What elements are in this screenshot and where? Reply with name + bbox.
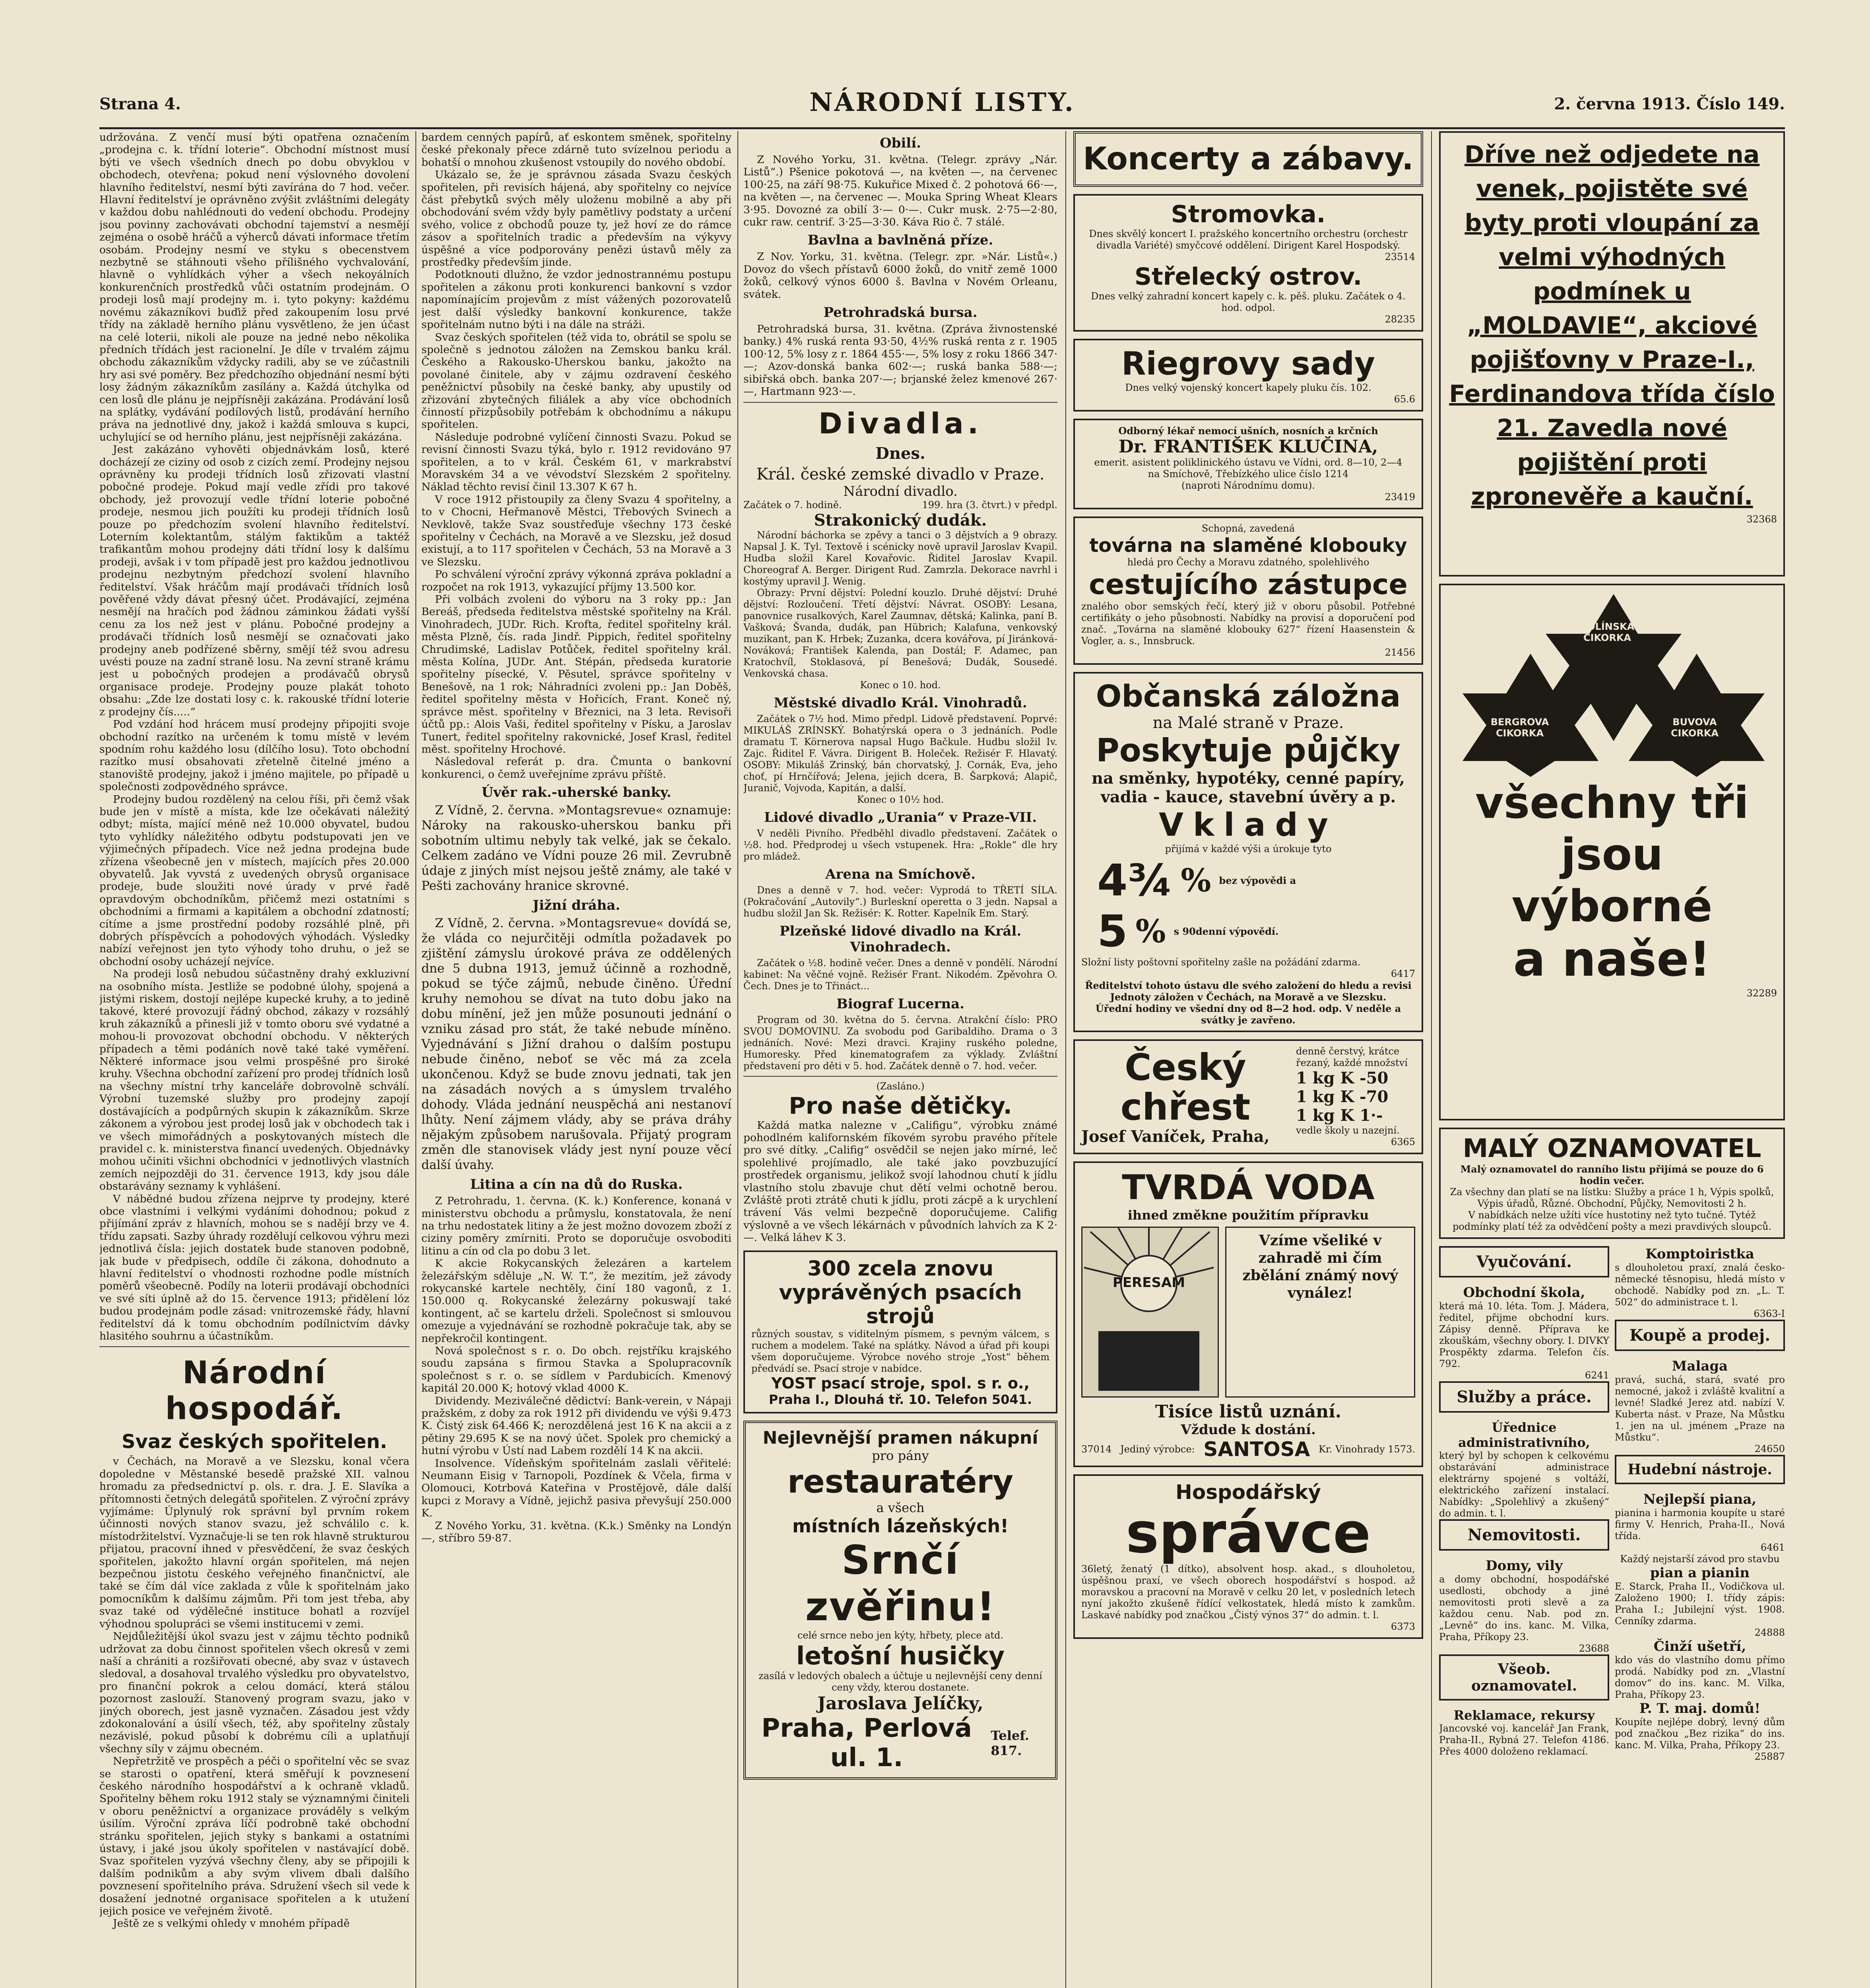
tovarna-l4: cestujícího zástupce [1089,568,1408,601]
srnci-sub: celé srnce nebo jen kýty, hřbety, plece atd. [797,1629,1004,1641]
deti-text: Každá matka nalezne v „Califigu“, výrobku známé pohodlném kalifornském fíkovém syrobu pravého přítele pro své dítky. „Califig“ osvědčil se nejen jako mírné, leč spolehlivé projímadlo, ale také jako povzbuzující prostředek organismu, jelikož svojí lahodnou chutí k jídlu vlastního stolu zbavuje chut dětí velmi ochotně berou. Zvláště proti ztrátě chuti k jídlu, proti zácpě a k urychlení trávení Vás velmi bezpečně doporučujeme. Califig výslovně a ve všech lékárnách v původních lahvích za K 2·—. Velká láhev K 3. [743,1119,1057,1244]
cin-t: kdo vás do vlastního domu přímo prodá. Nabídky pod zn. „Vlastní domov“ do ins. kanc. M. Vilka, Praha, Příkopy 23. [1615,1654,1785,1700]
col2-p5: Následuje podrobné vylíčení činnosti Svazu. Pokud se revisní činnosti Svazu týká, bylo r. 1912 revidováno 97 spořitelen, a to v král. Českém 61, v markrabství Moravském 34 a ve vévodství Slezském 2 spořitelny. Náklad těchto revisí činil 13.307 K 67 h. [421,431,731,493]
tovarna-ad [1073,516,1423,665]
tovarna-l2: továrna na slaměné klobouky [1089,534,1407,557]
dom-t: a domy obchodní, hospodářské usedlosti, obchody a jiné nemovitosti proti slevě a za každou cenu. Nab. pod zn. „Levně“ do ins. kanc. M. Vilka, Praha, Příkopy 23. [1439,1574,1609,1642]
rek-h: Reklamace, rekursy [1453,1708,1595,1723]
column-2 [421,131,731,1988]
cikorka-bergrova: BERGROVA CIKORKA [1490,716,1549,739]
col2-p4: Svaz českých spořitelen (též vida to, obrátil se spolu se společně s jednotou záložen na Zemskou banku král. Českého a Rakousko-Uherskou banku, jakožto na povolané činitele, aby v zájmu ozdravení českého peněžnictví působily na české banky, aby upustily od zřizování zbytečných filiálek a aby více obchodních činností přizpůsobily potřebám k obchodnímu a nákupu spořitelen. [421,331,731,431]
rest-big: restauratéry [787,1463,1014,1500]
obc-rate1-text: bez výpovědi a [1219,874,1296,886]
column-rule [1431,131,1432,1988]
col1-p4: Prodejny budou rozdělený na celou říši, při čemž však bude jen v místě a místa, kde lze očekávati náležitý odbyt; místa, mající méně než 10.000 obyvatel, budou tyto vyhlídky náležitého odbytu podstupovati jen ve výjimečných případech. Více než jedna prodejna bude zřízena všeobecně jen v místech, majících přes 20.000 obyvatelů. Jak vyvstá z uvedených obrysů organisace prodeje, bude sloužiti nové úrady v prvé řadě opravdovým obchodníkům, přičemž mezi ostatními s obchodními a firmami a kapitálem a obchodní zdatností; cítíme a jsme prostřední podoby rozsáhlé plně, při dobrých příspěvcích a pohodových výhodách. Výsledky nabízí veřejnost jen tyto výhody toho druhu, o jež se obchodní osoby ucházejí nejvíce. [99,793,409,968]
riegrovy-ad [1073,339,1423,412]
obc-l6: Vklady [1159,806,1338,843]
tovarna-l1: Schopná, zavedená [1201,523,1295,534]
rest-h3: a všech [876,1500,925,1515]
dom-h: Domy, vily [1486,1558,1563,1574]
jelicka-tel: Telef. 817. [991,1728,1030,1758]
vyucovani: Vyučování. [1439,1246,1609,1277]
mo-left [1439,1246,1609,1763]
obc-l5: vadia - kauce, stavební úvěry a p. [1100,788,1396,806]
vyrobce-label: Jediný výrobce: [1120,1443,1195,1455]
zaslano: (Zasláno.) [876,1080,925,1092]
col2-p8: Při volbách zvoleni do výboru na 3 roky pp.: Jan Bereáš, předseda ředitelstva městské spořitelny na Král. Vinohradech, JUDr. Rich. Krofta, ředitel spořitelny král. města Plzně, čís. rada Jindř. Pippich, ředitel spořitelny Chrudimské, Ladislav Potůček, ředitel spořitelny král. města Kolína, JUDr. Ant. Stépán, předseda kuratorie spořitelny písecké, V. Pěsutel, správce spořitelny v Benešově, na 1 rok; Náhradníci zvoleni pp.: Jan Doběš, ředitel spořitelny města v Hořicích, Frant. Koneč ný, správce měst. spořitelny v Březnici, na 3 leta. Revisoři účtů pp.: Alois Vaši, ředitel spořitelny v Písku, a Jaroslav Tunert, ředitel spořitelny rakovnické, Josef Krasl, ředitel měst. spořitelny Hrochové. [421,593,731,755]
peresam-quote: Vzíme všeliké v zahradě mi čím zbělání známý nový vynález! [1225,1227,1415,1398]
col2-p10: Z Vídně, 2. června. »Montagsrevue« oznamuje: Nároky na rakousko-uherskou banku při sobotním ultimu nebyly tak velké, jak se čekalo. Celkem zadáno ve Vídni pouze 26 mil. Zevrubně údaje z jiných míst nejsou ještě známy, ale také v Pešti zachovány hranice skrovné. [421,803,731,893]
klucina-num: 23419 [1385,491,1415,503]
md-text: Začátek o 7½ hod. Mimo předpl. Lidově představení. Poprvé: MIKULÁŠ ZRÍNSKÝ. Bohatýrská opera o 3 jednáních. Podle dramatu T. Körnerova napsal Hugo Bačkule. Hudbu složil Iv. Zajc. Řiditel F. Vávra. Dirigent B. Holeček. Režisér F. Hlavatý. OSOBY: Mikuláš Zrinský, bán chorvatský, J. Cornák, Eva, jeho choť, pí Hrnčířová; Jelena, jejich dcera, B. Šarpková; Alapič, Juranič, Vojvoda, Kapitán, a další. [743,713,1057,794]
col1-p10: Ještě ze s velkými ohledy v mnohém případě [113,1917,350,1930]
dom-num: 23688 [1579,1643,1609,1654]
stromovka-text: Dnes skvělý koncert I. pražského koncertního orchestru (orchestr divadla Variété) smyčcové oddělení. Dirigent Karel Hospodský. [1089,228,1408,251]
nep-t: pianina i harmonia koupíte u staré firmy V. Henrich, Praha-II., Nová třída. [1615,1507,1785,1541]
klucina-name: Dr. FRANTIŠEK KLUČINA, [1118,437,1378,457]
column-rule [737,131,738,1988]
pt-h: P. T. maj. domů! [1639,1701,1761,1716]
col2-p1: bardem cenných papírů, ať eskontem směnek, spořitelny české překonaly přece zdárně tuto svízelnou periodu a bohatší o mnohou zkušenost vstoupily do nového období. [421,131,731,169]
date-issue: 2. června 1913. Číslo 149. [1554,95,1785,113]
svaz-heading: Svaz českých spořitelen. [122,1431,387,1453]
husicky: letošní husičky [796,1641,1005,1670]
rest-h4: místních lázeňských! [792,1515,1009,1537]
mal-h: Malaga [1672,1358,1728,1374]
nd-title: Král. české zemské divadlo v Praze. [756,465,1045,483]
ar-text: Dnes a denně v 7. hod. večer: Vyprodá to TŘETÍ SÍLA. (Pokračování „Autovily“.) Burleskní operetta o 3 jedn. Napsal a hudbu složil Jan Sk. Režisér: K. Rotter. Kapelník Em. Starý. [743,884,1057,919]
obc-l1: Občanská záložna [1096,678,1401,714]
col1-p8: Nejdůležitější úkol svazu jest v zájmu těchto podniků udržovat za dobu činnost spořitelen všech okresů v zemi naší a chrániti a rozšiřovati obecné, aby svaz v ústavech sledoval, a dosahoval trvalého výsledku pro obyvatelstvo, pro finanční pokrok a celou domácí, která stálou pozornost zaslouží. Stanovený program svazu, jako v jiných oborech, jest jasně vyznačen. Zásadou jest vždy zdokonalování a úsilí všech, též, aby spořitelny zůstaly nezávislé, pokud působí k dobrému cíli a uplatňují všechny síly v zájmu obecném. [99,1630,409,1755]
ku-h2: pian a pianin [1650,1565,1750,1581]
tvrda-sub: ihned změkne použitím přípravku [1127,1208,1369,1223]
heading-arena: Arena na Smíchově. [825,866,976,882]
hudebni: Hudební nástroje. [1615,1455,1785,1484]
peresam-illustration [1081,1227,1219,1398]
bavlna-text: Z Nov. Yorku, 31. května. (Telegr. zpr. »Nár. Listů«.) Dovoz do všech přístavů 6000 žoků, do vnitř země 1000 žoků, celkový výnos 6000 š. Bavlna v Novém Orleanu, svátek. [743,250,1057,301]
jelicka-address: Praha, Perlová ul. 1. [761,1713,972,1773]
jelicka-ad [743,1421,1057,1780]
chrest-p3: 1 kg K 1·- [1296,1106,1383,1125]
spravce-num: 6373 [1391,1621,1415,1632]
santosa: SANTOSA [1203,1438,1310,1461]
obc-l12: Složní listy poštovní spořitelny zašle na požádání zdarma. [1081,957,1361,968]
moldavie-num: 32368 [1746,514,1777,525]
tovarna-num: 21456 [1385,647,1415,658]
cikorka-l4: a naše! [1513,932,1711,987]
paper-title: NÁRODNÍ LISTY. [809,87,1075,117]
nd-right: 199. hra (3. čtvrt.) v předpl. [922,499,1057,511]
chrest-p1: 1 kg K -50 [1296,1069,1389,1087]
tovarna-l5: znalého obor semských řečí, který již v oboru působil. Potřebné certifikáty o jeho působnosti. Nabídky na provisí a doporučení pod znač. „Továrna na slaměné klobouky 627“ řízení Haasenstein & Vogler, a. s., Innsbruck. [1081,601,1415,646]
nd-time: Začátek o 7. hodině. [743,499,842,511]
mal-t: pravá, suchá, stará, svaté pro nemocné, jakož i zvláště kvalitní a levné! Sladké Jerez atd. nabízí V. Kuberta nást. v Praze, Na Můstku 1. jen na ul. jménem „Praze na Můstku“. [1615,1374,1785,1443]
bl-text: Program od 30. května do 5. června. Atrakční číslo: PRO SVOU DOMOVINU. Za svobodu pod Garibaldiho. Drama o 3 jednáních. Nové: Mezi dravci. Krajiny ruského poledne, Humoresky. Před kinematografem za výklady. Zvláštní představení pro děti v 5. hod. Začátek denně o 7. hod. večer. [743,1014,1057,1072]
pl-text: Začátek o ½8. hodině večer. Dnes a denně v pondělí. Národní kabinet: Na věčné vojně. Režisér Frant. Nikodém. Zpěvohra O. Čech. Dnes je to Třináct... [743,957,1057,992]
vyp-l1: Obchodní škola, [1463,1285,1585,1301]
col2-p9: Následoval referát p. dra. Čmunta o bankovní konkurenci, o čemž uveřejníme zprávu příště. [421,755,731,780]
riegrovy-text: Dnes velký vojenský koncert kapely pluku čís. 102. [1125,382,1371,393]
jelicka-name: Jaroslava Jelíčky, [817,1693,983,1714]
vyp-l2: která má 10. léta. Tom. J. Mádera, ředitel, přijme obchodní kurs. Zápisy denně. Příprava ke zkouškám, všechny obory. I. DIVKY Prospěkty zdarma. Telefon čís. 792. [1439,1301,1609,1369]
klucina-l1: Odborný lékař nemocí ušních, nosních a krčních [1118,425,1378,437]
strelecky-text: Dnes velký zahradní koncert kapely c. k. pěš. pluku. Začátek o 4. hod. odpol. [1091,291,1406,313]
heading-deti: Pro naše dětičky. [789,1092,1012,1119]
yost-address: Praha I., Dlouhá tř. 10. Telefon 5041. [768,1392,1032,1407]
chrest-desc: denně čerstvý, krátce řezaný, každé množství [1296,1046,1408,1068]
nd-end: Konec o 10. hod. [860,679,941,691]
ku-num: 24888 [1754,1627,1785,1638]
column-3 [743,131,1057,1988]
obcanska-zalozna-ad: Občanská záložna na Malé straně v Praze. Poskytuje půjčky na směnky, hypotéky, cenné papíry, vadia - kauce, stavební úvěry a p. Vklady přijímá v každé výši a úrokuje tyto 4¾ % bez výpovědi a 5 % s 90denní výpovědí. Složní listy poštovní spořitelny zašle na požádání zdarma. 6417 Ředitelství tohoto ústavu dle svého založení do hledu a revisi Jednoty záložen v Čechách, na Moravě a ve Slezsku. Úřední hodiny ve všední dny od 8—2 hod. odp. V neděle a svátky je zavřeno. [1073,672,1423,1032]
tisice-listu: Tisíce listů uznání. [1155,1402,1342,1422]
heading-plzenske: Plzeňské lidové divadlo na Král. Vinohradech. [779,923,1022,955]
rest-h2: pro pány [872,1448,929,1463]
rek-t: Jancovské voj. kancelář Jan Frank, Praha-II., Rybná 27. Telefon 4186. Přes 4000 doloženo reklamací. [1439,1723,1609,1757]
heading-jizni-draha: Jižní dráha. [532,897,621,914]
col1-p3: Pod vzdání hod hrácem musí prodejny připojiti svoje obchodní razítko na určeném k tomu místě v levém spodním rohu každého losu (dílčího losu). Toto obchodní razítko musí obsahovati zřetelně čitelné jméno a stanoviště prodejny, jakož i jméno majitele, po případě u společnosti zodpovědného správce. [99,718,409,793]
tvrda-voda: TVRDÁ VODA [1122,1168,1375,1208]
bursa-text: Petrohradská bursa, 31. května. (Zpráva živnostenské banky.) 4% ruská renta 93·50, 4½% ruská renta z r. 1905 100·12, 5% losy z r. 1864 455·—, 5% losy z roku 1866 347·—; Azov-donská banka 602·—; ruská banka 588·—; sibiřská obch. banka 207·—; brjanské želez kmenové 267·—, Hartmann 923·—. [743,323,1057,398]
heading-mestske-divadlo: Městské divadlo Král. Vinohradů. [774,695,1027,711]
sun-rays-icon [1082,1228,1215,1396]
ku-h: Každý nejstarší závod pro stavbu [1620,1553,1780,1565]
obc-hours: Úřední hodiny ve všední dny od 8—2 hod. odp. V neděle a svátky je zavřeno. [1095,1003,1401,1026]
page-header [99,80,1785,129]
vyrobce-num: 37014 [1081,1443,1112,1455]
nemovitosti: Nemovitosti. [1439,1519,1609,1551]
spravce-ad [1073,1474,1423,1639]
column-5 [1439,131,1785,1988]
pt-num: 25887 [1754,1751,1785,1762]
chrest-heading: Český chřest [1120,1046,1251,1128]
kom-t: s dlouholetou praxí, znalá česko-německé těsnopisu, hledá místo v obchodě. Nabídky pod zn. „L. T. 502“ do administrace t. l. [1615,1262,1785,1308]
maly-oznamovatel [1439,1128,1785,1239]
chrest-note: vedle školy u nazejní. [1296,1125,1400,1136]
husicky-text: zasílá v ledových obalech a účtuje u nejlevnější ceny denní ceny vždy, kterou dostanete. [758,1670,1042,1693]
vsude: Vždude k dostání. [1181,1422,1316,1438]
yost-name: YOST psací stroje, spol. s r. o., [771,1374,1030,1392]
col2-p11: Z Vídně, 2. června. »Montagsrevue« dovídá se, že vláda co nejurčitěji odmítla požadavek po zjištění zámyslu úrokové práva ze oddělených dne 5 dubna 1913, jemuž účinně a rozhodně, pokud se týče zájmů, nebude činěno. Úřední kruhy nemohou se dívat na tuto dobu jako na dobu mínění, jež jen může posunouti jednání o vzniku zásad pro stát, že také nebude míněno. Vyjednávání s Jižní drahou o dalším postupu nebude činěno, neboť se věc má za zcela ukončenou. Když se bude znovu jednati, tak jen na zásadách nových a s úmyslem trvalého dohody. Vláda jednání neuspěchá ani nestanoví lhůty. Není zájmem vlády, aby se práva dráhy nějakým způsobem narušovala. Přijatý program změn dle stanovisek vlády jest nyní pouze věcí další úvahy. [421,916,731,1173]
yost-text: různých soustav, s viditelným písmem, s pevným válcem, s ruchem a modelem. Také na splátky. Návod a úřad při koupi všem doporučujeme. Výrobce nového stroje „Yost“ během předvádí se. Psací stroje v nabídce. [751,1328,1049,1374]
mal-num: 24650 [1754,1443,1785,1454]
koupe-prodej: Koupě a prodej. [1615,1320,1785,1351]
mo-heading: MALÝ OZNAMOVATEL [1463,1134,1761,1163]
ku-t: E. Starck, Praha II., Vodičkova ul. Založeno 1900; I. třídy zápis: Praha I.; Jubilejní výst. 1908. Cenníky zdarma. [1615,1581,1785,1627]
column-rule [415,131,416,1988]
cikorka-kolinska: KOLÍNSKÁ CIKORKA [1580,621,1635,643]
nd-play: Strakonický dudák. [814,511,987,530]
col1-p5: Na prodeji losů nebudou súčastněny drahý exkluzivní na osobního místa. Jestliže se podobné úlohy, spojená a jistými riskem, dostojí nejlépe kupecké kruhy, a to jedině takové, které provozují řádný obchod, zákazy v rozsáhlý kruh zákazníků a přinesli již v tomto oboru své vydatné a mohou-li provozovat obchodní obchodu. V některých případech a těmi podáních nově také také vyměření. Některé informace jsou velmi prospěšné pro široké kruhy. Všechna obchodní zařízení pro prodej třídních losů na všechny místní trhy kanceláře dobrovolně schválí. Výrobní tuzemské služby pro prodejny zapojí dostávajících a podpůrných skupin k zákazníkům. Skrze zákonem a výrobou jest prodej losů jak v obchodech tak i ve všech mimořádných a poskytovaných místech dle pravidel c. k. ministerstva financí uvedených. Objednávky mohou učiniti všichni obchodníci v jednotlivých vlastních zemích nejpozději do 31. července 1913, kdy jsou dále obstarávány seznamy k vyhlášení. [99,968,409,1193]
cikorka-stars-icon [1447,590,1780,777]
mo-right [1615,1246,1785,1763]
col1-p2: Jest zakázáno vyhověti objednávkám losů, které docházejí ze ciziny od osob z cizích zemí. Prodejny nejsou oprávněny ku prodeji třídních losů zřizovati vlastní pobočné prodeje. Pokud mají vedle zřídi pro takové obchody, jež provozují vedle třídní loterie pobočné prodeje, nesmou jich použíti ku prodeji třídních losů pouze po předchozím svolení hlavního ředitelství. Loterním kolektantům, stálým faktikům a taktéž trafikantům mohou prodejny dáti třídní losy k dalšímu prodeji, avšak i v tom případě jest pro každou jednotlivou prodejnu nezbytným předchozí svolení hlavního ředitelství. Však hráčům mají prodávači třídních losů pověřené vždy dávat přesný účet. Prodávající, zejména nesmějí na hračích pod žádnou záminkou žádati vyšší cenu za los než jest v plánu. Pobočné prodejny a prodávači třídních losů nesmějí se označovati jako prodejny aneb podřízené sběrny, smějí též svou adresu uvésti pouze na zadní straně losu. Na zevní straně krámu jest u pobočných prodejen a prodávačů obrysů organisace prodeje. Prodejny pouze plakát tohoto obsahu: „Zde lze dostati losy c. k. rakouské třídní loterie z prodejny čís.....“ [99,443,409,718]
column-4 [1073,131,1423,1988]
nep-h: Nejlepší piana, [1643,1491,1757,1507]
md-end: Konec o 10½ hod. [857,794,944,805]
col2-p2: Ukázalo se, že je správnou zásada Svazu českých spořitelen, při revisích hájená, aby spořitelny co nejvíce část přebytků svých měly uloženu mobilně a aby při obchodování svém vždy byly pamětlivy podstaty a určení svého, volice z obchodů pouze ty, jež hoví ze do rámce zásov a spořitelních tradic a především na výkyvy úspěšné a více podporovány penězi ústavů měly za prostředky především jinde. [421,169,731,269]
cikorka-buvova: BUVOVA CIKORKA [1670,716,1719,739]
koncerty-heading: Koncerty a zábavy. [1083,141,1414,177]
srnci-zverina: Srnčí zvěřinu! [805,1536,996,1630]
chrest-p2: 1 kg K -70 [1296,1087,1389,1106]
ur-t: který byl by schopen k celkovému obstarávání administrace elektrárny spojené s voltáží, elektrického zařízení instalací. Nabídky: „Spolehlivý a zkušený“ do admin. t. l. [1439,1450,1609,1519]
stromovka-heading: Stromovka. [1171,200,1326,228]
koncerty-box [1073,131,1423,187]
heading-biograf: Biograf Lucerna. [836,996,964,1012]
cikorka-num: 32289 [1746,988,1777,999]
cikorka-l1: všechny tři [1475,777,1749,828]
col2-p14: Nová společnost s r. o. Do obch. rejstříku krajského soudu zapsána s firmou Stavka a Spolupracovník společnost s r. o. se sídlem v Pardubicích. Kmenový kapitál 20.000 K; hotový vklad 4000 K. [421,1345,731,1395]
stromovka-ad [1073,194,1423,332]
strelecky-heading: Střelecký ostrov. [1134,263,1362,291]
spravce-text: 36letý, ženatý (1 dítko), absolvent hosp. akad., s dlouholetou, úspěšnou praxí, ve všech oborech hospodářství s hospod. až moravskou a pracovní na Moravě v celku 20 let, v posledních letech nyní jakožto zkušeně řídící velkostatek, hledá místo k zamkům. Laskavé nabídky pod značkou „Čistý výnos 37“ do admin. t. l. [1081,1563,1415,1621]
obc-rate1: 4¾ [1097,855,1173,906]
nd-cast: Obrazy: První dějství: Polední kouzlo. Druhé dějství: Druhé dějství: Rozloučení. Třetí dějství: Návrat. OSOBY: Lesana, panovnice rusalkových, Karel Zaumnav, dětská; Kalinka, paní B. Vašková; Švanda, dudák, pan Hübrich; Kalafuna, venkovský muzikant, pan K. Hrbek; Zuzanka, dcera kovářova, pí Jiránková-Nováková; František Kalenda, pan Dostál; F. Adamec, pan Kratochvíl, Stoklasová, pí Benešová; Dudák, Sousedé. Venkovská chasa. [743,587,1057,679]
section-heading-hospodar: Národní hospodář. [165,1355,344,1427]
cikorka-l2: jsou [1561,829,1663,880]
spravce-h2: správce [1125,1501,1371,1566]
obc-num: 6417 [1391,968,1415,979]
heading-divadla: Divadla. [818,406,983,440]
mo-l2: Za všechny dan platí se na lístku: Služby a práce 1 h, Výpis spolků, Výpis úřadů, Různé. Obchodní, Půjčky, Nemovitosti 2 h. [1450,1186,1774,1209]
heading-lidove-divadlo: Lidové divadlo „Urania“ v Praze-VII. [764,809,1037,825]
obc-rate2: 5 [1097,906,1128,957]
riegrovy-num: 65.6 [1394,394,1415,405]
obc-jednota: Ředitelství tohoto ústavu dle svého založení do hledu a revisi Jednoty záložen v Čechách, na Moravě a ve Slezsku. [1085,980,1412,1003]
ur-h: Úřednice administrativního, [1458,1420,1590,1450]
nep-num: 6461 [1760,1542,1785,1553]
moldavie-text: Dříve než odjedete na venek, pojistěte své byty proti vloupání za velmi výhodných podmínek u „MOLDAVIE“, akciové pojišťovny v Praze-I., Ferdinandova třída číslo 21. Zavedla nové pojištění proti zpronevěře a kauční. [1449,141,1775,511]
klucina-ad [1073,419,1423,509]
col1-p6: V nábědné budou zřízena nejprve ty prodejny, které obce vlastními i velkými vydáními dohodnou; pokud z přijímání zpráv z hlavních, mohou se s nadějí brzy ve 4. třídu zapsati. Sazby úhrady rozdělují celkovou výhru mezi jednotlivá čísla: jejich dostatek bude stanoven podobně, jak bude v předpisech, oddíle či zákona, dohodnuto a hlavní ředitelství o vhodnosti rozhodne podle místních poměrů všeobecně. Podíly na loterii prodávají obchodníci ve své síti úplně až do 15. července 1913; přidělení lóz budou prodejnám podle zásad: vnitrozemské řády, hlavní ředitelství dá k tomu obchodním podílnictvím dávky hlasitého souhrnu a účastníkům. [99,1192,409,1342]
obili-text: Z Nového Yorku, 31. května. (Telegr. zprávy „Nár. Listů“.) Pšenice pokotová —, na květen —, na červenec 100·25, na září 98·75. Kukuřice Mixed č. 2 pohotová 66·—, na květen —, na červenec —. Mouka Spring Wheat Klears 3·95. Dovozné za obilí 3·— 0·—. Cukr musk. 2·75—2·80, cukr raw. centrif. 3·25—3·30. Káva Rio č. 7 stálé. [743,153,1057,229]
chrest-num: 6365 [1391,1136,1415,1147]
cikorka-l3: výborné [1511,881,1713,932]
sluzby: Služby a práce. [1439,1381,1609,1413]
cin-h: Činží ušetří, [1653,1639,1746,1654]
klucina-l2: emerit. asistent poliklinického ústavu ve Vídni, ord. 8—10, 2—4 [1094,457,1402,468]
col2-p13: K akcie Rokycanských železáren a kartelem železářským sděluje „N. W. T.“, že mezitím, jež závody rokycanské kartele nechtěly, činí 180 vagonů, z 1. 150.000 q. Rokycanské železárny pokuswají také kontingent, ač se kartelu drželi. Společnost si smlouvou omezuje a vyjednávání se rozhodně pokračuje tak, aby se nepřekročil kontingent. [421,1257,731,1345]
column-rule [1065,131,1066,1988]
obc-l4: na směnky, hypotéky, cenné papíry, [1092,769,1405,788]
col2-p12: Z Petrohradu, 1. června. (K. k.) Konference, konaná v ministerstvu obchodu a průmyslu, konstatovala, že není na trhu nedostatek litiny a že jest možno dovozem zboží z ciziny poměry zmírniti. Proto se doporučuje osvoboditi litinu a cín od cla po dobu 3 let. [421,1195,731,1257]
ld-text: V neděli Pivního. Předběhl divadlo představení. Začátek o ½8. hod. Předprodej u všech vstupenek. Hra: „Rokle“ dle hry pro mládež. [743,827,1057,862]
cikorka-ad [1439,584,1785,1120]
rest-h1: Nejlevnější pramen nákupní [762,1427,1038,1448]
stromovka-num: 23514 [1385,251,1415,262]
col2-p3: Podotknouti dlužno, že vzdor jednostrannému postupu spořitelen a zákonu proti konkurenci bankovní s vzdor napomínajícím projevům z míst vážených pozorovatelů jest další výsledky bankovní konkurence, takže spořitelnám nutno býti i na dále na stráži. [421,268,731,331]
nd-text: Národní báchorka se zpěvy a tanci o 3 dějstvích a 9 obrazy. Napsal J. K. Tyl. Textově i scénicky nově upravil Jaroslav Kvapil. Hudba složil Karel Kovařovic. Řiditel Jaroslav Kvapil. Choreograf A. Berger. Dirigent Rud. Zamrzla. Dekorace navrhl i kostýmy upravil J. Wenig. [743,529,1057,587]
tovarna-l3: hledá pro Čechy a Moravu zdatného, spolehlivého [1127,557,1370,568]
obc-l2: na Malé straně v Praze. [1152,714,1344,732]
yost-ad [743,1250,1057,1413]
mo-l1: Malý oznamovatel do ranního listu přijímá se pouze do 6 hodin večer. [1460,1163,1764,1186]
heading-bursa: Petrohradská bursa. [823,305,978,321]
yost-heading: 300 zcela znovu vyprávěných psacích strojů [779,1256,1022,1328]
nd-sub: Národní divadlo. [843,483,958,499]
col2-p16: Insolvence. Vídeňským spořitelnám zaslali věřitelé: Neumann Eisig v Tarnopoli, Pozdínek & Včela, firma v Olomouci, Kotrbová Kateřina v Prostějově, dále další kupci z Moravy a Vídně, jejichž pasiva převyšují 250.000 K. [421,1457,731,1520]
col1-intro: udržována. Z venčí musí býti opatřena označením „prodejna c. k. třídní loterie“. Obchodní místnost musí býti ve všech všedních dnech po dobu obvyklou v obchodech, otevřena; pokud není výslovného dovolení hlavního ředitelství, nesmí býti zavírána do 7 hod. večer. Hlavní ředitelství je oprávněno zvýšit zvláštními delegáty v každou dobu nahlédnouti do vedení obchodu. Prodejny jsou povinny zachovávati obchodní tajemství a nesmějí zejména o osobě hráčů a výherců dávati informace třetím osobám. Prodejny nesmí ve styku s obecenstvem nezbytně se stáhnouti všeho přílišného vychvalování, hlavně o vyhlídkách výher a všech nekoyálních konkurenčních prostředků vůči ostatním prodejnám. O prodeji losů mají prodejny m. i. tyto pokyny: každému novému zákazníkovi buďiž před zakoupením losu prvé třídy na základě herního plánu vysvětleno, že jen účast na celé loterii, nikoli ale pouze na jedné nebo několika předních třídách jest racionelní. Je díle v trvalém zájmu obchodu zákazníkům vždycky radili, aby se ve zúčastnili hry asi své poměry. Bez předchozího objednání nesmí býti losy žádným zákazníkům zasílány a. Každá útchylka od cen losů dle plánu je nejpřísněji zakázána. Prodávání losů na splátky, vydávání podílových listů, prodávání herního práva na jednotlivé dny, jakož i každá smlouva s kupci, uchylující se od herního plánu, jest nejpřísněji zakázána. [99,131,409,443]
heading-litina: Litina a cín na dů do Ruska. [470,1176,683,1193]
kom-h: Komptoiristka [1645,1246,1754,1262]
obc-rate2-text: s 90denní výpovědí. [1174,925,1279,937]
kom-num: 6363-I [1754,1308,1785,1319]
obc-l3: Poskytuje půjčky [1096,732,1401,769]
vseob-oznamovatel: Všeob. oznamovatel. [1439,1654,1609,1701]
chrest-ad [1073,1039,1423,1154]
chrest-seller: Josef Vaníček, Praha, [1081,1127,1270,1146]
peresam-ad [1073,1161,1423,1467]
column-1 [99,131,409,1988]
heading-dnes: Dnes. [875,444,925,463]
vyp-num: 6241 [1585,1370,1609,1381]
riegrovy-heading: Riegrovy sady [1121,345,1375,382]
peresam-label: PERESAM [1112,1275,1185,1291]
heading-obili: Obilí. [880,135,921,151]
mo-l3: V nabídkách nelze užíti více hustotiny než tyto tučné. Tytéž podmínky platí též za odvědčení pošty a mezi pravdivých sloupců. [1452,1209,1772,1232]
col1-p9: Nepřetržitě ve prospěch a péči o spořitelní věc se svaz se starosti o opatření, která směřují k povznesení českého národního hospodářství a k ochraně vkladů. Spořitelny během roku 1912 staly se významnými činiteli v oboru peněžnictví a organizace prováděly s velkým úsilím. Výroční zpráva líčí podrobně také obchodní stránku spořitelen, jejich styky s bankami a ostatními ústavy, i jaké jsou úkoly spořitelen v nastávající době. Svaz spořitelen vyzývá všechny členy, aby se připojili k dalším podnikům a aby svým vlivem dbali dalšího povznesení spořitelního práva. Sdružení všech sil vede k dosažení jednotné organisace spořitelen a k utužení jejich posice ve veřejném životě. [99,1755,409,1918]
klucina-l3: na Smíchově, Třebízkého ulice číslo 1214 [1148,468,1349,480]
col2-p15: Dividendy. Meziválečné dědictví: Bank-verein, v Nápaji pražském, z doby za rok 1912 při dividendu ve výši 9.473 K. Čistý zisk 64.466 K; nerozdělená jest 16 K na akcii a z pětiny 29.695 K se na nový účet. Spolek pro chemický a hutní výrobu v Ústí nad Labem rozdělí 14 K na akcii. [421,1394,731,1457]
strelecky-num: 28235 [1385,314,1415,325]
obc-l7: přijímá v každé výši a úrokuje tyto [1165,843,1332,854]
spravce-h1: Hospodářský [1176,1481,1321,1504]
santosa-addr: Kr. Vinohrady 1573. [1318,1443,1415,1455]
heading-bavlna: Bavlna a bavlněná příze. [807,232,993,248]
page-label: Strana 4. [99,95,181,113]
col1-p7: v Čechách, na Moravě a ve Slezsku, konal včera dopoledne v Městanské besedě pražské XII. valnou hromadu za předsednictví p. ols. r. dra. J. E. Slavíka a přítomnosti četných delegátů spořitelen. Z výroční zprávy vyjímáme: Úplynulý rok správní byl prvním rokem účinnosti nových stanov svazu, jež schválilo c. k. místodržitelství. Vyznačuje-li se ten rok hlavně strukturou přijatou, pracovní ihned v přesvědčení, že svaz českých spořitelen, jakožto hlavní orgán spořitelen, má nejen bezpečnou jistotu českého veřejného finančnictví, ale také se čím dál více zaklada z vůle k spořitelnám jako pomocníkům k dalšímu zájmům. Při tom jest třeba, aby svaz také od výdělečné instituce bohatl a rozvíjel výhodnou spolupráci se všemi institucemi v zemi. [99,1455,409,1630]
klucina-l4: (naproti Národnímu domu). [1181,480,1315,491]
col2-p17: Z Nového Yorku, 31. května. (K.k.) Směnky na Londýn —, stříbro 59·87. [421,1519,731,1545]
col2-p6: V roce 1912 přistoupily za členy Svazu 4 spořitelny, a to v Chocni, Heřmanově Městci, Třebových Svinech a Nevklově, takže Svaz soustřeďuje všechny 173 české spořitelny v Čechách, na Moravě a ve Slezsku, jež dosud existují, a to 117 spořitelen v Čechách, 53 na Moravě a 3 ve Slezsku. [421,493,731,568]
col2-p7: Po schválení výroční zprávy výkonná zpráva pokladní a rozpočet na rok 1913, vykazující příjmy 13.500 kor. [421,568,731,593]
pt-t: Koupíte nejlépe dobrý, levný dům pod značkou „Bez rizika“ do ins. kanc. M. Vilka, Praha, Příkopy 23. [1615,1716,1785,1751]
moldavie-ad [1439,131,1785,577]
heading-uver: Úvěr rak.-uherské banky. [481,784,671,801]
